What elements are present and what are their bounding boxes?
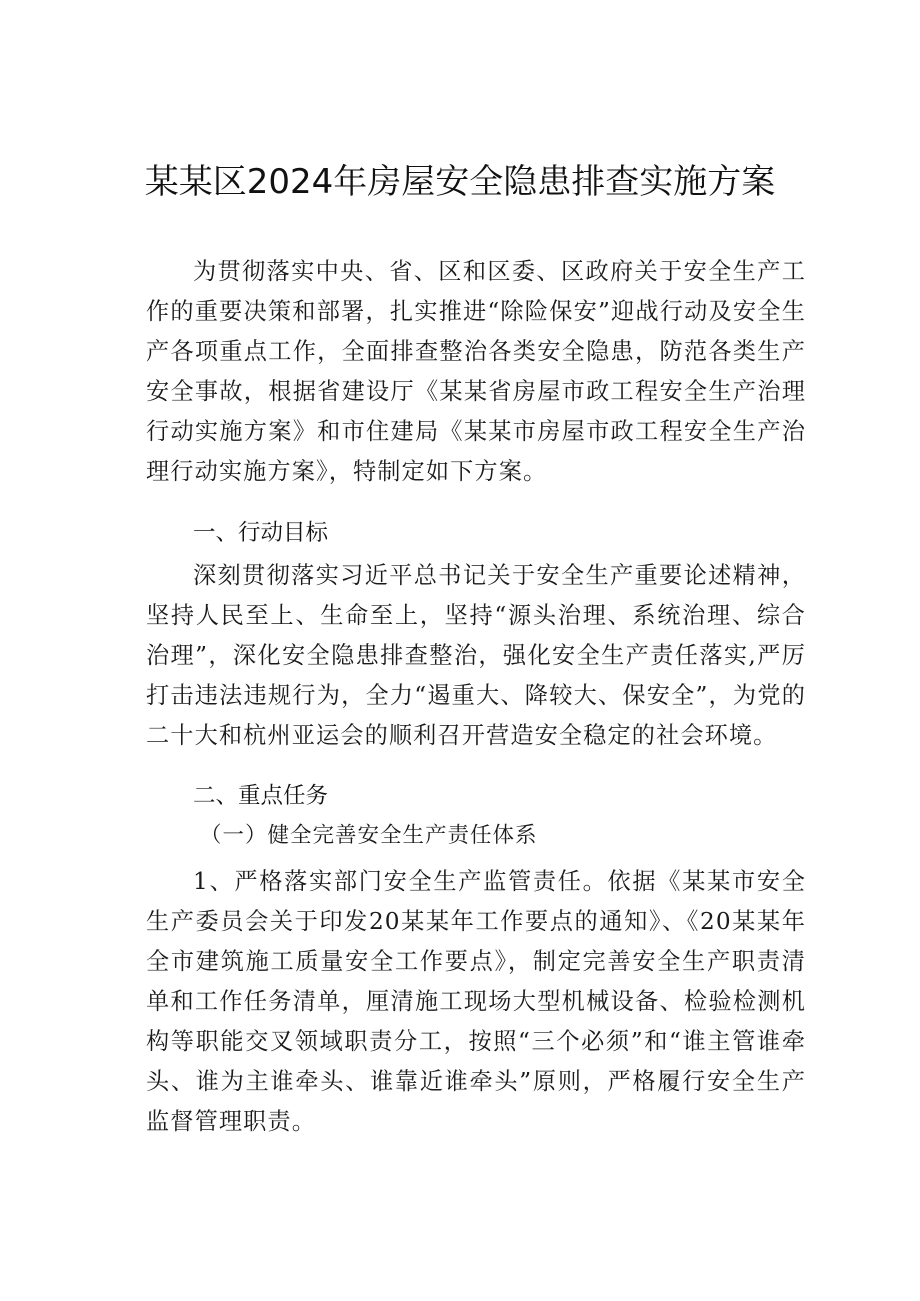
intro-paragraph: 为贯彻落实中央、省、区和区委、区政府关于安全生产工作的重要决策和部署，扎实推进“除险保安”迎战行动及安全生产各项重点工作，全面排查整治各类安全隐患，防范各类生产安全事故，根据省建设厅《某某省房屋市政工程安全生产治理行动实施方案》和市住建局《某某市房屋市政工程安全生产治理行动实施方案》，特制定如下方案。 (146, 258, 806, 485)
document-title: 某某区2024年房屋安全隐患排查实施方案 (144, 162, 776, 202)
section-heading-tasks: 二、重点任务 (193, 783, 329, 809)
subsection-heading: （一）健全完善安全生产责任体系 (200, 823, 538, 848)
task-item-paragraph: 1、严格落实部门安全生产监管责任。依据《某某市安全生产委员会关于印发20某某年工作要点的通知》、《20某某年全市建筑施工质量安全工作要点》，制定完善安全生产职责清单和工作任务清单，厘清施工现场大型机械设备、检验检测机构等职能交叉领域职责分工，按照“三个必须”和“谁主管谁牵头、谁为主谁牵头、谁靠近谁牵头”原则，严格履行安全生产监督管理职责。 (146, 868, 806, 1135)
section-heading-goals: 一、行动目标 (193, 520, 329, 546)
goals-paragraph: 深刻贯彻落实习近平总书记关于安全生产重要论述精神，坚持人民至上、生命至上，坚持“源头治理、系统治理、综合治理”，深化安全隐患排查整治，强化安全生产责任落实,严厉打击违法违规行为，全力“遏重大、降较大、保安全”，为党的二十大和杭州亚运会的顺利召开营造安全稳定的社会环境。 (146, 562, 806, 749)
